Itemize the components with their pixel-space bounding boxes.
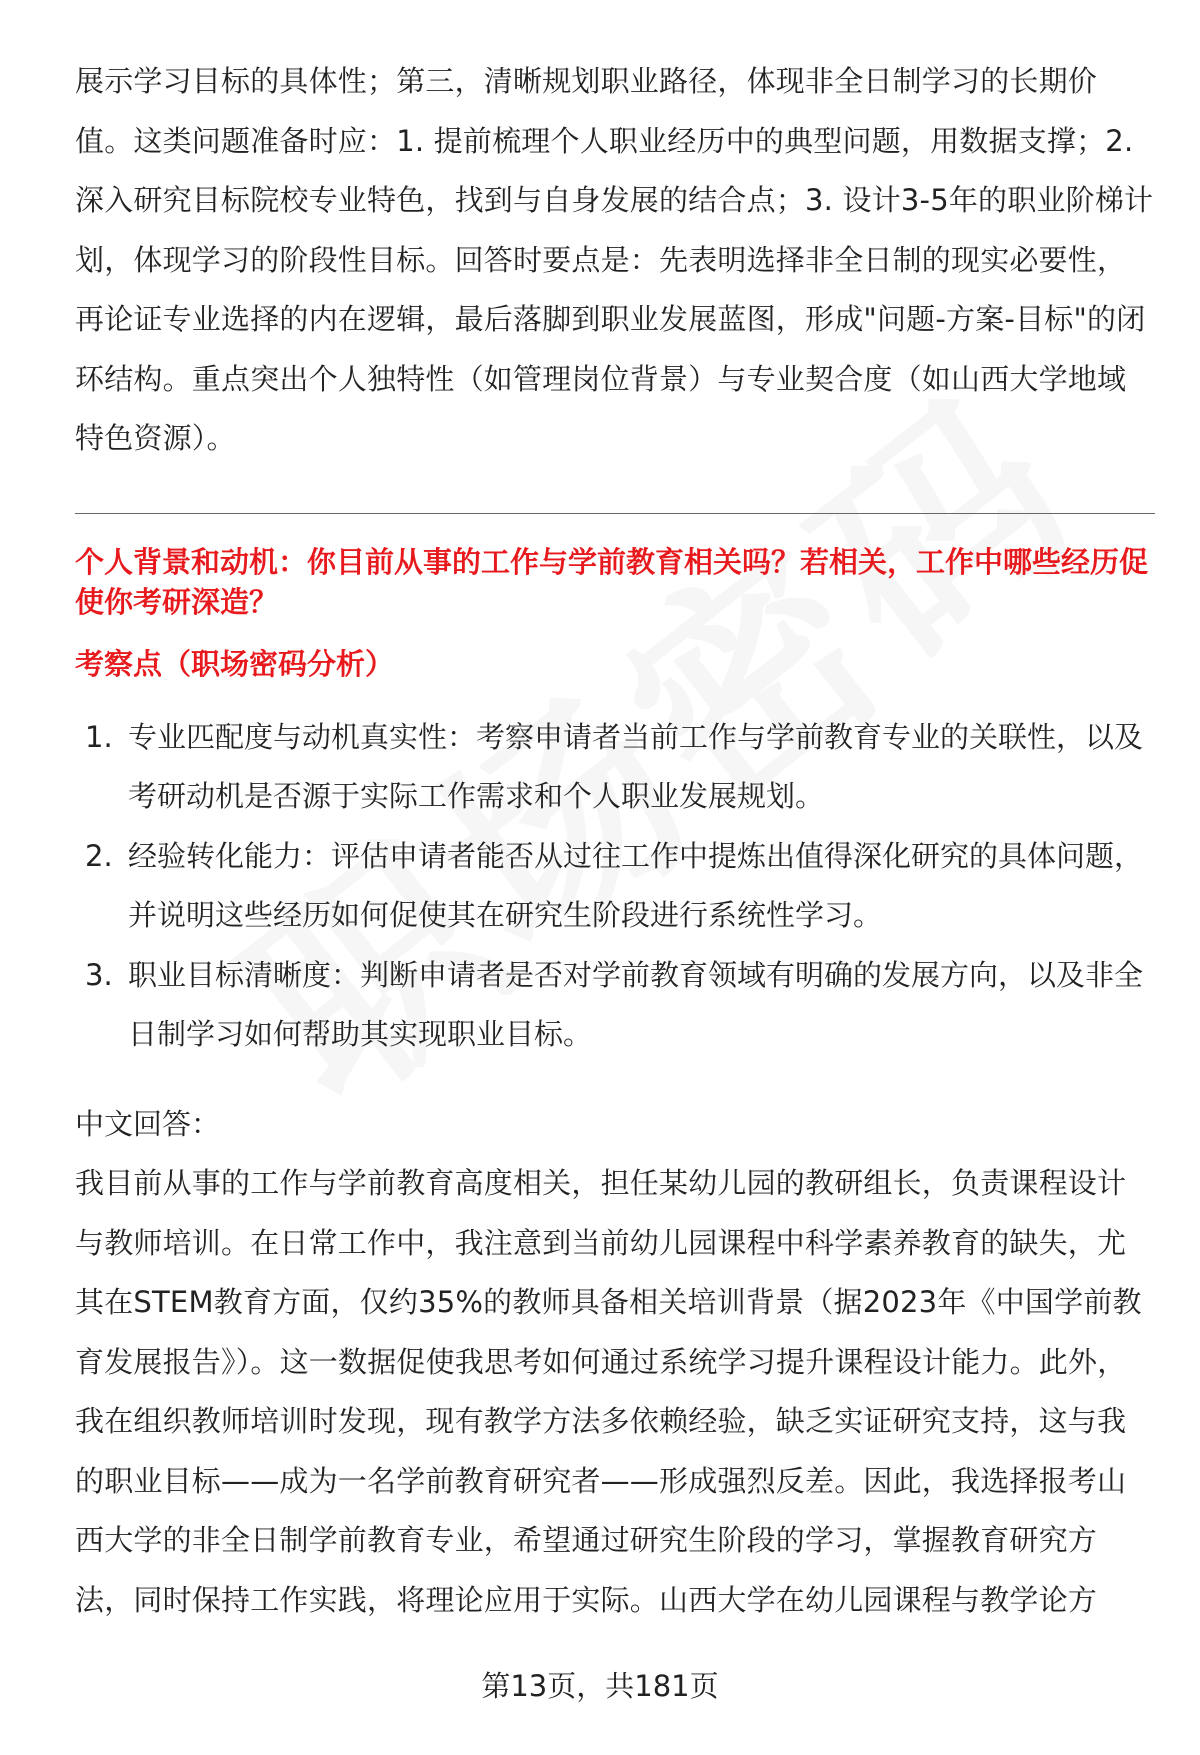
- answer-label: 中文回答：: [75, 1106, 221, 1141]
- list-item-number: 1.: [85, 719, 113, 754]
- list-item-text: 经验转化能力：评估申请者能否从过往工作中提炼出值得深化研究的具体问题，并说明这些经历如何促使其在研究生阶段进行系统性学习。: [128, 838, 1144, 932]
- answer-paragraph: 我目前从事的工作与学前教育高度相关，担任某幼儿园的教研组长，负责课程设计与教师培训。在日常工作中，我注意到当前幼儿园课程中科学素养教育的缺失，尤其在STEM教育方面，仅约35%的教师具备相关培训背景（据2023年《中国学前教育发展报告》）。这一数据促使我思考如何通过系统学习提升课程设计能力。此外，我在组织教师培训时发现，现有教学方法多依赖经验，缺乏实证研究支持，这与我的职业目标——成为一名学前教育研究者——形成强烈反差。因此，我选择报考山西大学的非全日制学前教育专业，希望通过研究生阶段的学习，掌握教育研究方法，同时保持工作实践，将理论应用于实际。山西大学在幼儿园课程与教学论方: [75, 1166, 1142, 1617]
- list-item-number: 3.: [85, 957, 113, 992]
- intro-paragraph: 展示学习目标的具体性；第三，清晰规划职业路径，体现非全日制学习的长期价值。这类问题准备时应：1. 提前梳理个人职业经历中的典型问题，用数据支撑；2. 深入研究目标院校专业特色，找到与自身发展的结合点；3. 设计3-5年的职业阶梯计划，体现学习的阶段性目标。回答时要点是：先表明选择非全日制的现实必要性，再论证专业选择的内在逻辑，最后落脚到职业发展蓝图，形成"问题-方案-目标"的闭环结构。重点突出个人独特性（如管理岗位背景）与专业契合度（如山西大学地域特色资源）。: [75, 64, 1154, 455]
- key-points-list: [75, 708, 1155, 1065]
- list-item-number: 2.: [85, 838, 113, 873]
- list-item: [75, 946, 1155, 1065]
- list-item: [75, 827, 1155, 946]
- list-item-text: 职业目标清晰度：判断申请者是否对学前教育领域有明确的发展方向，以及非全日制学习如何帮助其实现职业目标。: [128, 957, 1144, 1051]
- question-heading: 个人背景和动机：你目前从事的工作与学前教育相关吗？若相关，工作中哪些经历促使你考研深造？: [75, 544, 1149, 619]
- key-points-title: 考察点（职场密码分析）: [75, 646, 395, 681]
- list-item-text: 专业匹配度与动机真实性：考察申请者当前工作与学前教育专业的关联性，以及考研动机是否源于实际工作需求和个人职业发展规划。: [128, 719, 1144, 813]
- list-item: [75, 708, 1155, 827]
- page-footer: 第13页，共181页: [481, 1669, 719, 1703]
- section-divider: [75, 513, 1155, 514]
- page-content: [75, 52, 1155, 1630]
